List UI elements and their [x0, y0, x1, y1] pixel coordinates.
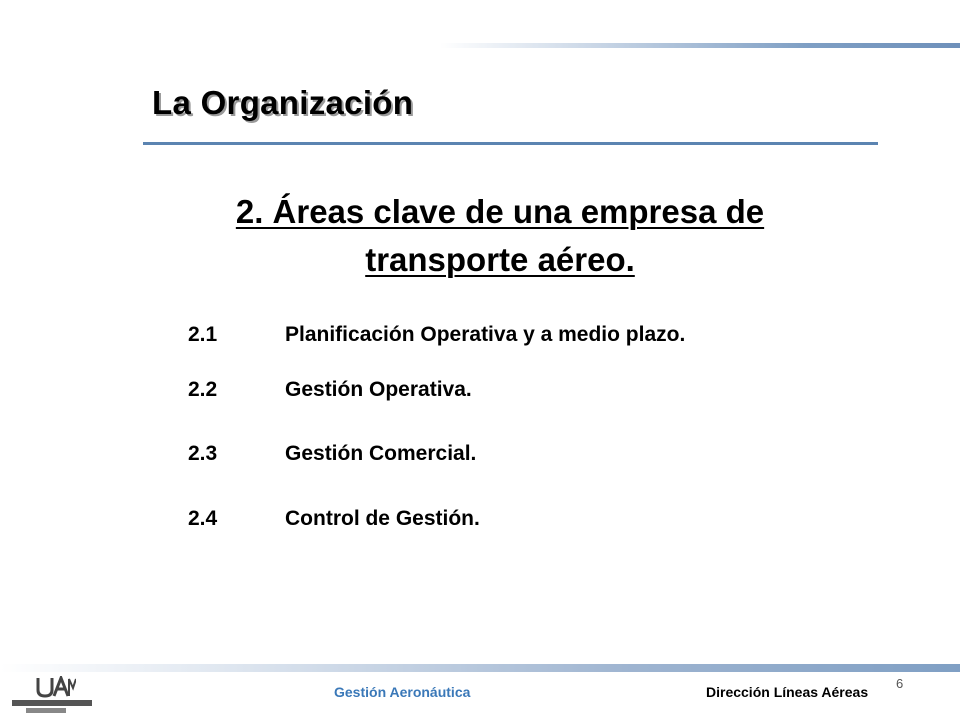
topic-text: Gestión Operativa. [285, 378, 472, 401]
main-heading-line-1: 2. Áreas clave de una empresa de [235, 193, 765, 230]
footer-decorative-bar [0, 664, 960, 672]
title-divider [143, 142, 878, 145]
topic-number: 2.1 [188, 323, 218, 346]
topic-text: Planificación Operativa y a medio plazo. [285, 323, 686, 346]
topic-item-2-3 [188, 442, 476, 466]
top-decorative-bar [440, 43, 960, 48]
section-title: La Organización [152, 84, 414, 121]
logo-text-line [12, 700, 92, 706]
topic-item-2-4 [188, 507, 480, 531]
topic-number: 2.2 [188, 378, 218, 401]
footer-subject-name: Dirección Líneas Aéreas [706, 684, 869, 700]
topic-text: Control de Gestión. [285, 507, 480, 530]
topic-text: Gestión Comercial. [285, 442, 477, 465]
topic-number: 2.4 [188, 507, 218, 530]
main-heading-line-2: transporte aéreo. [365, 241, 635, 278]
uam-logo-icon [36, 676, 76, 698]
topic-item-2-1 [188, 323, 685, 347]
page-number: 6 [896, 676, 904, 691]
logo-text-line [26, 708, 66, 713]
footer-course-name: Gestión Aeronáutica [334, 684, 471, 700]
university-logo [6, 676, 92, 716]
topic-item-2-2 [188, 378, 472, 402]
topic-number: 2.3 [188, 442, 218, 465]
main-heading [150, 188, 850, 284]
